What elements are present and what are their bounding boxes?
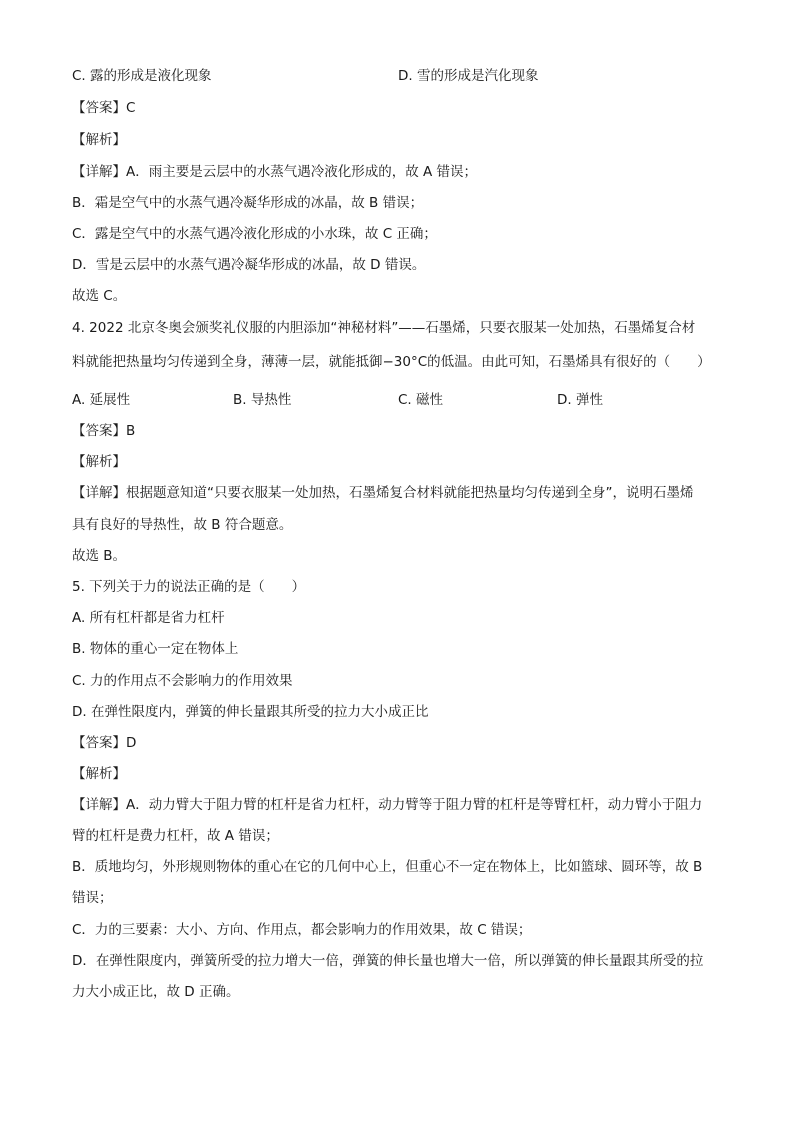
q5-option-c: C. 力的作用点不会影响力的作用效果 — [72, 673, 293, 689]
q4-detail-line: 具有良好的导热性，故 B 符合题意。 — [72, 517, 293, 533]
q4-detail-line: 【详解】根据题意知道“只要衣服某一处加热，石墨烯复合材料就能把热量均匀传递到全身”，说明石墨烯 — [72, 485, 694, 501]
q5-option-b: B. 物体的重心一定在物体上 — [72, 641, 239, 657]
q3-detail-line: B．霜是空气中的水蒸气遇冷凝华形成的冰晶，故 B 错误； — [72, 195, 424, 211]
q3-option-c: C. 露的形成是液化现象 — [72, 68, 212, 84]
answer-label: 【答案】 — [72, 100, 126, 116]
q4-option-d: D. 弹性 — [557, 392, 603, 408]
q4-stem-line: 4. 2022 北京冬奥会颁奖礼仪服的内胆添加“神秘材料”——石墨烯，只要衣服某一处加热，石墨烯复合材 — [72, 320, 696, 336]
q3-detail-line: D．雪是云层中的水蒸气遇冷凝华形成的冰晶，故 D 错误。 — [72, 257, 426, 273]
q5-analysis-label: 【解析】 — [72, 766, 126, 782]
q3-detail-line: C．露是空气中的水蒸气遇冷液化形成的小水珠，故 C 正确； — [72, 226, 437, 242]
q4-answer — [72, 421, 135, 441]
answer-label: 【答案】 — [72, 735, 126, 751]
q5-detail-line: 力大小成正比，故 D 正确。 — [72, 984, 240, 1000]
q3-answer — [72, 98, 135, 118]
q5-stem: 5. 下列关于力的说法正确的是（ ） — [72, 579, 306, 595]
q4-analysis-label: 【解析】 — [72, 454, 126, 470]
q4-option-a: A. 延展性 — [72, 392, 131, 408]
q5-detail-line: 【详解】A．动力臂大于阻力臂的杠杆是省力杠杆，动力臂等于阻力臂的杠杆是等臂杠杆，动力臂小于阻力 — [72, 797, 703, 813]
q5-answer — [72, 733, 136, 753]
answer-value: C — [126, 100, 136, 116]
q3-conclusion: 故选 C。 — [72, 288, 127, 304]
q3-option-d: D. 雪的形成是汽化现象 — [398, 68, 539, 84]
answer-value: B — [126, 423, 136, 439]
q5-detail-line: 臂的杠杆是费力杠杆，故 A 错误； — [72, 828, 279, 844]
q5-detail-line: C．力的三要素：大小、方向、作用点，都会影响力的作用效果，故 C 错误； — [72, 922, 532, 938]
q4-conclusion: 故选 B。 — [72, 548, 127, 564]
answer-value: D — [126, 735, 137, 751]
q5-detail-line: B．质地均匀，外形规则物体的重心在它的几何中心上，但重心不一定在物体上，比如篮球、圆环等，故 B — [72, 859, 703, 875]
answer-label: 【答案】 — [72, 423, 126, 439]
q5-detail-line: D．在弹性限度内，弹簧所受的拉力增大一倍，弹簧的伸长量也增大一倍，所以弹簧的伸长量跟其所受的拉 — [72, 953, 704, 969]
q4-option-b: B. 导热性 — [233, 392, 292, 408]
q3-detail-line: 【详解】A．雨主要是云层中的水蒸气遇冷液化形成的，故 A 错误； — [72, 164, 478, 180]
q5-option-a: A. 所有杠杆都是省力杠杆 — [72, 610, 225, 626]
q3-analysis-label: 【解析】 — [72, 132, 126, 148]
q4-stem-line: 料就能把热量均匀传递到全身，薄薄一层，就能抵御−30°C的低温。由此可知，石墨烯具有很好的（ ） — [72, 354, 711, 370]
q4-option-c: C. 磁性 — [398, 392, 444, 408]
q5-option-d: D. 在弹性限度内，弹簧的伸长量跟其所受的拉力大小成正比 — [72, 704, 429, 720]
q5-detail-line: 错误； — [72, 890, 113, 906]
